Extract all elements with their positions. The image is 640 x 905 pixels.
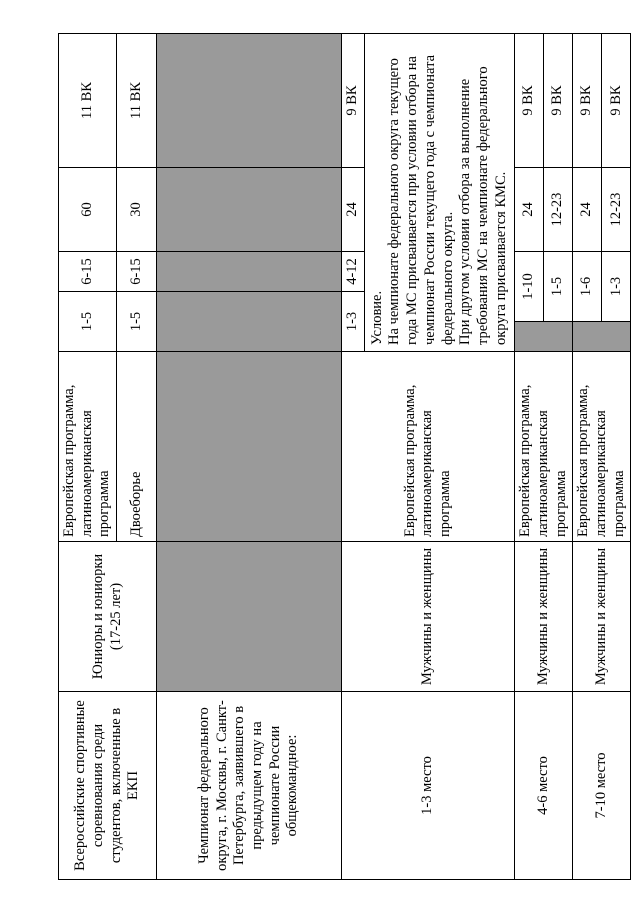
participants-count: 60 (59, 168, 117, 252)
rank-requirement: 11 ВК (59, 34, 117, 168)
rank-requirement: 11 ВК (117, 34, 157, 168)
group-men-women: Мужчины и женщины (515, 542, 573, 692)
grey-cell (157, 352, 342, 542)
program-european-latin: Европейская программа, латиноамериканская программа (59, 352, 117, 542)
participants-count: 12-23 (602, 168, 631, 252)
place-range: 1-5 (544, 252, 573, 322)
event-student-competitions: Всероссийские спортивные соревнования среди студентов, включенные в ЕКП (59, 692, 157, 880)
place-range: 1-5 (59, 292, 117, 352)
program-european-latin: Европейская программа, латиноамериканская программа (573, 352, 631, 542)
program-combined: Двоеборье (117, 352, 157, 542)
participants-count: 30 (117, 168, 157, 252)
condition-note: Условие. На чемпионате федерального округа текущего года МС присваивается при условии отбора на чемпионат России текущего года с чемпионата федерального округа. При другом условии отбора за выполнение требования МС на чемпионате федерального округа присваивается КМС. (364, 34, 515, 352)
rank-requirement: 9 ВК (544, 34, 573, 168)
ranking-table (58, 33, 631, 880)
place-range: 6-15 (117, 252, 157, 292)
grey-cell (157, 252, 342, 292)
rank-requirement: 9 ВК (342, 34, 365, 168)
event-places-1-3: 1-3 место (342, 692, 515, 880)
place-range: 1-6 (573, 252, 602, 322)
program-european-latin: Европейская программа, латиноамериканская программа (515, 352, 573, 542)
place-range: 1-5 (117, 292, 157, 352)
participants-count: 12-23 (544, 168, 573, 252)
rank-requirement: 9 ВК (515, 34, 544, 168)
grey-cell (157, 542, 342, 692)
rank-requirement: 9 ВК (573, 34, 602, 168)
grey-cell (157, 168, 342, 252)
event-places-4-6: 4-6 место (515, 692, 573, 880)
place-range: 6-15 (59, 252, 117, 292)
participants-count: 24 (573, 168, 602, 252)
program-european-latin: Европейская программа, латиноамериканская программа (342, 352, 515, 542)
place-range: 1-10 (515, 252, 544, 322)
rank-requirement: 9 ВК (602, 34, 631, 168)
group-men-women: Мужчины и женщины (342, 542, 515, 692)
place-range: 1-3 (602, 252, 631, 322)
place-range: 4-12 (342, 252, 365, 292)
rotated-table-wrapper (58, 34, 627, 880)
event-places-7-10: 7-10 место (573, 692, 631, 880)
grey-cell (157, 34, 342, 168)
group-men-women: Мужчины и женщины (573, 542, 631, 692)
grey-cell (573, 322, 631, 352)
place-range: 1-3 (342, 292, 365, 352)
participants-count: 24 (342, 168, 365, 252)
grey-cell (157, 292, 342, 352)
participants-count: 24 (515, 168, 544, 252)
grey-cell (515, 322, 573, 352)
age-group-juniors: Юниоры и юниорки (17-25 лет) (59, 542, 157, 692)
event-federal-championship: Чемпионат федерального округа, г. Москвы, г. Санкт-Петербурга, заявившего в предыдущем году на чемпионате России общекомандное: (157, 692, 342, 880)
